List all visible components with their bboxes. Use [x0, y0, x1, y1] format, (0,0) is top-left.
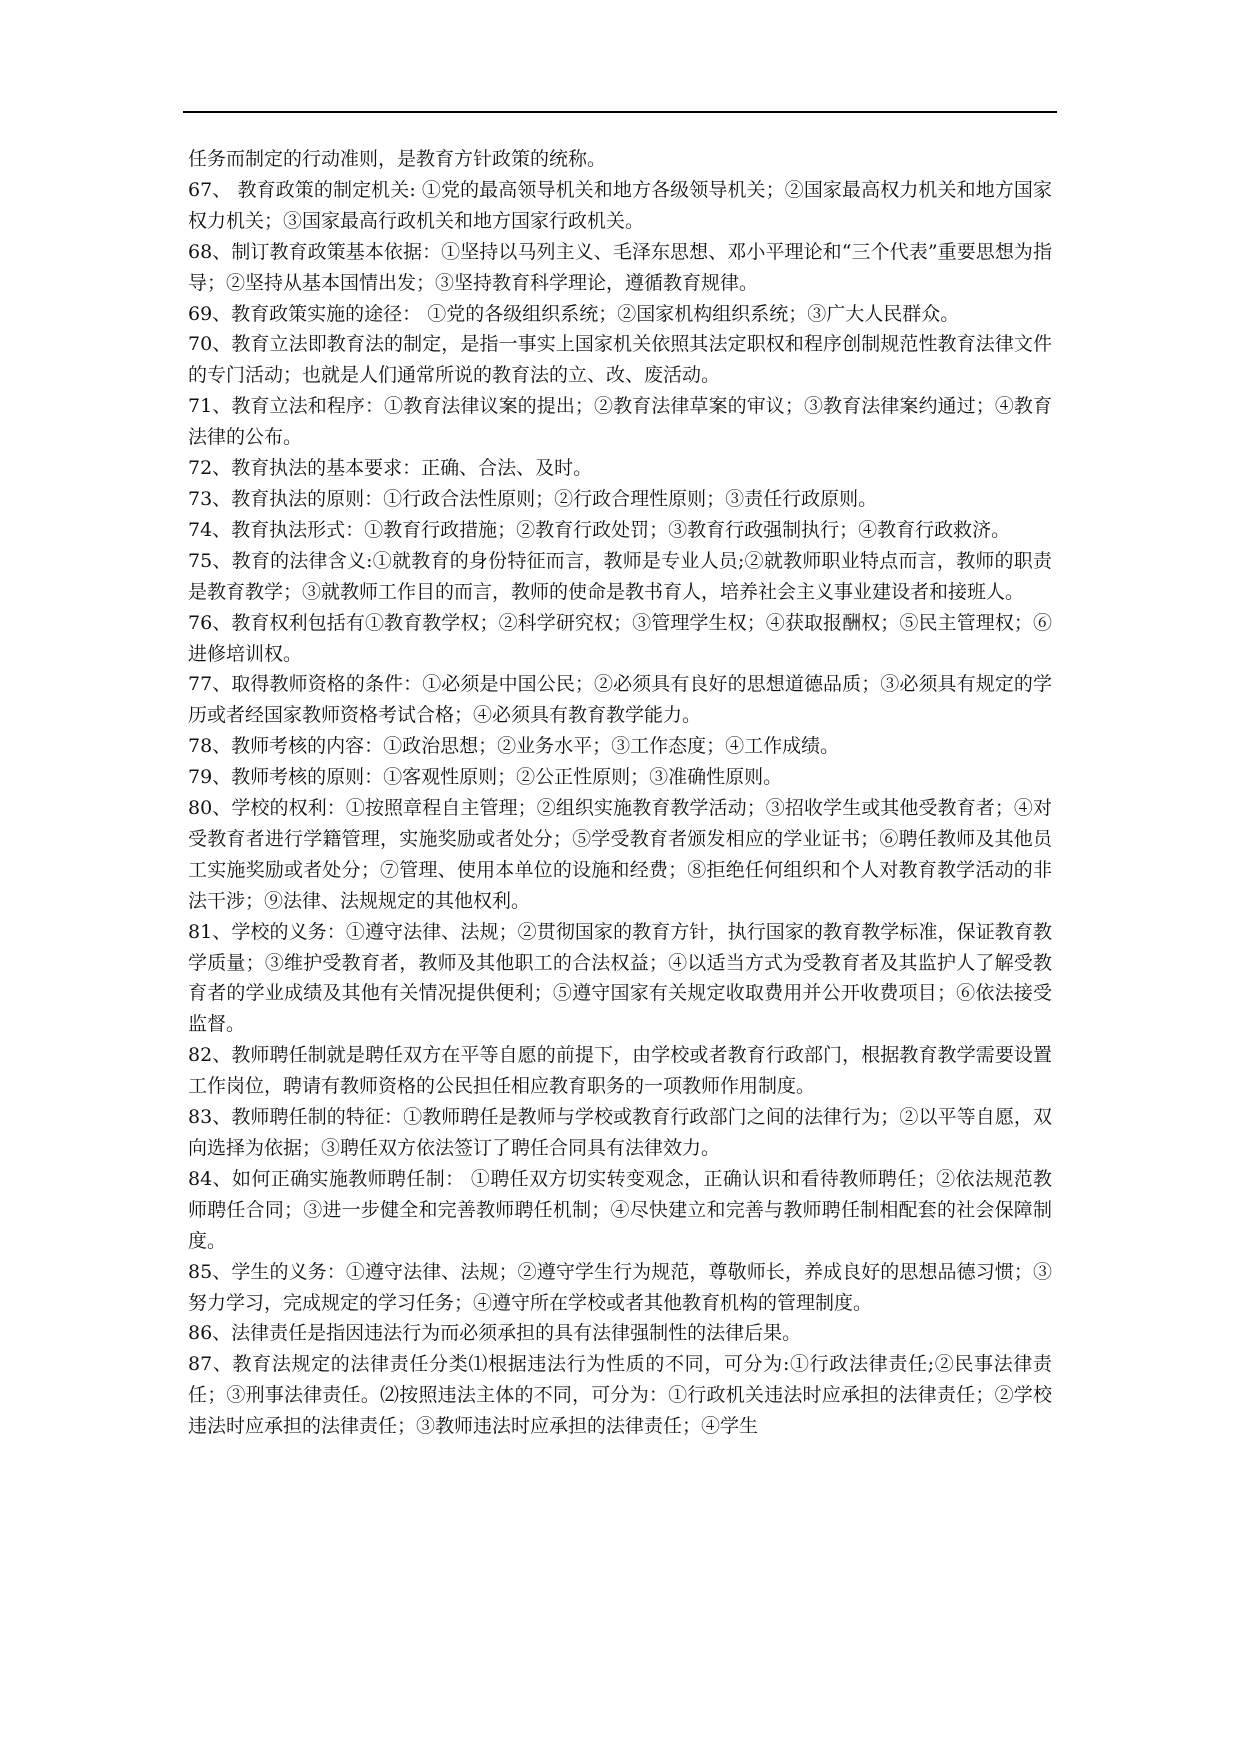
document-body: [188, 144, 1052, 1442]
paragraph: 73、教育执法的原则：①行政合法性原则；②行政合理性原则；③责任行政原则。: [188, 487, 878, 510]
paragraph: 78、教师考核的内容：①政治思想；②业务水平；③工作态度；④工作成绩。: [188, 735, 840, 758]
paragraph: 68、制订教育政策基本依据：①坚持以马列主义、毛泽东思想、邓小平理论和“三个代表”重要思想为指导；②坚持从基本国情出发；③坚持教育科学理论，遵循教育规律。: [188, 240, 1052, 294]
paragraph: 69、教育政策实施的途径： ①党的各级组织系统；②国家机构组织系统；③广大人民群众。: [188, 302, 960, 325]
paragraph: 86、法律责任是指因违法行为而必须承担的具有法律强制性的法律后果。: [188, 1322, 802, 1345]
paragraph: 83、教师聘任制的特征：①教师聘任是教师与学校或教育行政部门之间的法律行为；②以平等自愿，双向选择为依据；③聘任双方依法签订了聘任合同具有法律效力。: [188, 1106, 1052, 1159]
paragraph: 75、教育的法律含义:①就教育的身份特征而言，教师是专业人员;②就教师职业特点而言，教师的职责是教育教学；③就教师工作目的而言，教师的使命是教书育人，培养社会主义事业建设者和接班人。: [188, 549, 1052, 603]
paragraph: 84、如何正确实施教师聘任制： ①聘任双方切实转变观念，正确认识和看待教师聘任；②依法规范教师聘任合同；③进一步健全和完善教师聘任机制；④尽快建立和完善与教师聘任制相配套的社会保障制度。: [188, 1167, 1052, 1252]
paragraph: 81、学校的义务：①遵守法律、法规；②贯彻国家的教育方针，执行国家的教育教学标准，保证教育教学质量；③维护受教育者，教师及其他职工的合法权益；④以适当方式为受教育者及其监护人了解受教育者的学业成绩及其他有关情况提供便利；⑤遵守国家有关规定收取费用并公开收费项目；⑥依法接受监督。: [188, 920, 1052, 1036]
paragraph: 67、 教育政策的制定机关: ①党的最高领导机关和地方各级领导机关；②国家最高权力机关和地方国家权力机关；③国家最高行政机关和地方国家行政机关。: [188, 178, 1052, 232]
paragraph: 82、教师聘任制就是聘任双方在平等自愿的前提下，由学校或者教育行政部门，根据教育教学需要设置工作岗位，聘请有教师资格的公民担任相应教育职务的一项教师作用制度。: [188, 1044, 1052, 1098]
paragraph: 76、教育权利包括有①教育教学权；②科学研究权；③管理学生权；④获取报酬权；⑤民主管理权；⑥进修培训权。: [188, 611, 1052, 665]
paragraph: 77、取得教师资格的条件：①必须是中国公民；②必须具有良好的思想道德品质；③必须具有规定的学历或者经国家教师资格考试合格；④必须具有教育教学能力。: [188, 673, 1052, 727]
paragraph: 任务而制定的行动准则，是教育方针政策的统称。: [188, 148, 607, 170]
paragraph: 72、教育执法的基本要求：正确、合法、及时。: [188, 457, 593, 480]
paragraph: 85、学生的义务：①遵守法律、法规；②遵守学生行为规范，尊敬师长，养成良好的思想品德习惯；③努力学习，完成规定的学习任务；④遵守所在学校或者其他教育机构的管理制度。: [188, 1260, 1052, 1314]
paragraph: 74、教育执法形式：①教育行政措施；②教育行政处罚；③教育行政强制执行；④教育行政救济。: [188, 518, 1011, 541]
paragraph: 80、学校的权利：①按照章程自主管理；②组织实施教育教学活动；③招收学生或其他受教育者；④对受教育者进行学籍管理，实施奖励或者处分；⑤学受教育者颁发相应的学业证书；⑥聘任教师及其他员工实施奖励或者处分；⑦管理、使用本单位的设施和经费；⑧拒绝任何组织和个人对教育教学活动的非法干涉；⑨法律、法规规定的其他权利。: [188, 797, 1052, 912]
paragraph: 70、教育立法即教育法的制定，是指一事实上国家机关依照其法定职权和程序创制规范性教育法律文件的专门活动；也就是人们通常所说的教育法的立、改、废活动。: [188, 333, 1052, 387]
paragraph: 79、教师考核的原则：①客观性原则；②公正性原则；③准确性原则。: [188, 766, 783, 789]
header-rule: [183, 111, 1057, 113]
paragraph: 71、教育立法和程序：①教育法律议案的提出；②教育法律草案的审议；③教育法律案约通过；④教育法律的公布。: [188, 395, 1052, 449]
paragraph: 87、教育法规定的法律责任分类⑴根据违法行为性质的不同，可分为:①行政法律责任;②民事法律责任；③刑事法律责任。⑵按照违法主体的不同，可分为：①行政机关违法时应承担的法律责任；②学校违法时应承担的法律责任；③教师违法时应承担的法律责任；④学生: [188, 1353, 1052, 1438]
